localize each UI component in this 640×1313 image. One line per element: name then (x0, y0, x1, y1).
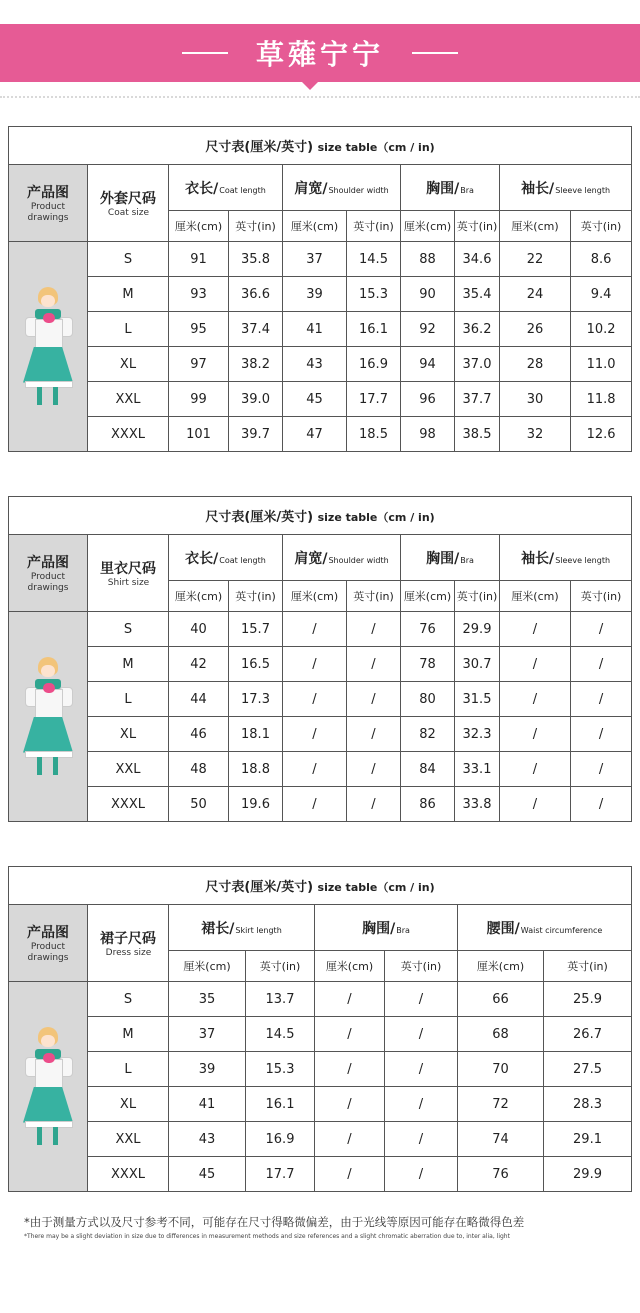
value-cell: / (347, 682, 401, 717)
value-cell: / (571, 752, 632, 787)
value-cell: 26.7 (544, 1017, 632, 1052)
value-cell: 30.7 (455, 647, 500, 682)
unit-in: 英寸(in) (385, 951, 458, 982)
value-cell: 29.9 (544, 1157, 632, 1192)
value-cell: / (283, 612, 347, 647)
value-cell: 43 (169, 1122, 246, 1157)
banner-left-line (182, 52, 228, 54)
value-cell: 88 (401, 242, 455, 277)
dotted-divider (0, 96, 640, 98)
value-cell: 29.9 (455, 612, 500, 647)
unit-cm: 厘米(cm) (169, 951, 246, 982)
value-cell: 17.3 (229, 682, 283, 717)
value-cell: 14.5 (246, 1017, 315, 1052)
header-shoulder-width: 肩宽/Shoulder width (283, 165, 401, 211)
product-drawing-header: 产品图 Product drawings (9, 905, 88, 982)
size-cell: XL (88, 1087, 169, 1122)
costume-illustration (21, 1027, 75, 1147)
value-cell: 36.6 (229, 277, 283, 312)
size-cell: XXXL (88, 417, 169, 452)
page-title: 草薙宁宁 (255, 38, 384, 71)
value-cell: 30 (500, 382, 571, 417)
value-cell: / (283, 647, 347, 682)
value-cell: / (500, 612, 571, 647)
unit-cm: 厘米(cm) (500, 211, 571, 242)
value-cell: / (315, 1052, 385, 1087)
value-cell: / (283, 717, 347, 752)
value-cell: 16.9 (246, 1122, 315, 1157)
unit-cm: 厘米(cm) (169, 581, 229, 612)
value-cell: / (315, 1087, 385, 1122)
value-cell: / (315, 1122, 385, 1157)
header-shoulder-width: 肩宽/Shoulder width (283, 535, 401, 581)
table-row (9, 382, 632, 417)
value-cell: 90 (401, 277, 455, 312)
value-cell: 15.3 (246, 1052, 315, 1087)
value-cell: 13.7 (246, 982, 315, 1017)
value-cell: 41 (283, 312, 347, 347)
value-cell: 33.8 (455, 787, 500, 822)
unit-cm: 厘米(cm) (315, 951, 385, 982)
value-cell: / (347, 752, 401, 787)
value-cell: 76 (458, 1157, 544, 1192)
costume-illustration (21, 287, 75, 407)
unit-cm: 厘米(cm) (169, 211, 229, 242)
value-cell: / (385, 1017, 458, 1052)
costume-illustration (21, 657, 75, 777)
header-waist: 腰围/Waist circumference (458, 905, 632, 951)
value-cell: 14.5 (347, 242, 401, 277)
value-cell: / (385, 1087, 458, 1122)
product-drawing-header: 产品图 Product drawings (9, 535, 88, 612)
value-cell: / (500, 717, 571, 752)
coat-size-table (8, 126, 632, 452)
unit-cm: 厘米(cm) (283, 581, 347, 612)
table-title: 尺寸表(厘米/英寸) size table（cm / in) (9, 867, 632, 905)
value-cell: 50 (169, 787, 229, 822)
value-cell: 45 (169, 1157, 246, 1192)
value-cell: / (571, 647, 632, 682)
value-cell: 17.7 (246, 1157, 315, 1192)
value-cell: 76 (401, 612, 455, 647)
size-cell: M (88, 1017, 169, 1052)
value-cell: 27.5 (544, 1052, 632, 1087)
value-cell: 78 (401, 647, 455, 682)
table-row (9, 1157, 632, 1192)
table-row (9, 1087, 632, 1122)
value-cell: 82 (401, 717, 455, 752)
value-cell: 39.0 (229, 382, 283, 417)
size-cell: L (88, 1052, 169, 1087)
size-cell: XXL (88, 752, 169, 787)
product-drawing-header: 产品图 Product drawings (9, 165, 88, 242)
value-cell: 39 (169, 1052, 246, 1087)
value-cell: 32.3 (455, 717, 500, 752)
value-cell: 47 (283, 417, 347, 452)
value-cell: / (347, 647, 401, 682)
value-cell: 84 (401, 752, 455, 787)
value-cell: 99 (169, 382, 229, 417)
header-skirt-length: 裙长/Skirt length (169, 905, 315, 951)
value-cell: / (500, 682, 571, 717)
value-cell: 35 (169, 982, 246, 1017)
value-cell: / (571, 612, 632, 647)
table-row (9, 1122, 632, 1157)
size-cell: L (88, 682, 169, 717)
value-cell: / (385, 1157, 458, 1192)
value-cell: / (283, 682, 347, 717)
unit-in: 英寸(in) (455, 581, 500, 612)
value-cell: 72 (458, 1087, 544, 1122)
value-cell: 18.1 (229, 717, 283, 752)
value-cell: 94 (401, 347, 455, 382)
table-title: 尺寸表(厘米/英寸) size table（cm / in) (9, 127, 632, 165)
value-cell: 35.8 (229, 242, 283, 277)
value-cell: 31.5 (455, 682, 500, 717)
unit-in: 英寸(in) (347, 211, 401, 242)
table-row (9, 752, 632, 787)
unit-in: 英寸(in) (229, 581, 283, 612)
value-cell: 39 (283, 277, 347, 312)
value-cell: 11.0 (571, 347, 632, 382)
table-row (9, 312, 632, 347)
table-row (9, 277, 632, 312)
unit-in: 英寸(in) (544, 951, 632, 982)
value-cell: / (347, 787, 401, 822)
value-cell: 22 (500, 242, 571, 277)
value-cell: 25.9 (544, 982, 632, 1017)
value-cell: / (571, 682, 632, 717)
header-sleeve-length: 袖长/Sleeve length (500, 535, 632, 581)
unit-in: 英寸(in) (246, 951, 315, 982)
value-cell: 15.7 (229, 612, 283, 647)
size-cell: S (88, 982, 169, 1017)
size-label-header: 外套尺码 Coat size (88, 165, 169, 242)
unit-cm: 厘米(cm) (401, 211, 455, 242)
unit-in: 英寸(in) (229, 211, 283, 242)
value-cell: 17.7 (347, 382, 401, 417)
table-row (9, 242, 632, 277)
size-cell: XXL (88, 382, 169, 417)
table-row (9, 347, 632, 382)
value-cell: / (500, 752, 571, 787)
value-cell: 37 (283, 242, 347, 277)
value-cell: 19.6 (229, 787, 283, 822)
size-cell: XXXL (88, 1157, 169, 1192)
table-row (9, 1052, 632, 1087)
value-cell: 39.7 (229, 417, 283, 452)
value-cell: 36.2 (455, 312, 500, 347)
value-cell: 26 (500, 312, 571, 347)
header-coat-length: 衣长/Coat length (169, 535, 283, 581)
table-body (9, 982, 632, 1192)
value-cell: / (283, 787, 347, 822)
table-row (9, 982, 632, 1017)
value-cell: / (385, 1052, 458, 1087)
value-cell: 34.6 (455, 242, 500, 277)
dress-size-table (8, 866, 632, 1192)
value-cell: 35.4 (455, 277, 500, 312)
value-cell: 98 (401, 417, 455, 452)
value-cell: 38.2 (229, 347, 283, 382)
product-image (9, 982, 88, 1192)
table-body (9, 612, 632, 822)
value-cell: 37.4 (229, 312, 283, 347)
size-cell: M (88, 647, 169, 682)
value-cell: 95 (169, 312, 229, 347)
table-body (9, 242, 632, 452)
size-label-header: 里衣尺码 Shirt size (88, 535, 169, 612)
value-cell: 16.1 (246, 1087, 315, 1122)
unit-in: 英寸(in) (347, 581, 401, 612)
value-cell: 97 (169, 347, 229, 382)
value-cell: 66 (458, 982, 544, 1017)
value-cell: / (385, 1122, 458, 1157)
unit-in: 英寸(in) (455, 211, 500, 242)
value-cell: 46 (169, 717, 229, 752)
value-cell: / (385, 982, 458, 1017)
size-cell: L (88, 312, 169, 347)
value-cell: 15.3 (347, 277, 401, 312)
value-cell: 41 (169, 1087, 246, 1122)
value-cell: / (500, 787, 571, 822)
value-cell: 93 (169, 277, 229, 312)
footnote-en: *There may be a slight deviation in size due to differences in measurement methods and size references and a slight chromatic aberration due to, inter alia, light (24, 1233, 510, 1240)
unit-cm: 厘米(cm) (283, 211, 347, 242)
value-cell: 28.3 (544, 1087, 632, 1122)
header-bust: 胸围/Bra (401, 535, 500, 581)
unit-in: 英寸(in) (571, 211, 632, 242)
value-cell: 80 (401, 682, 455, 717)
value-cell: 32 (500, 417, 571, 452)
value-cell: 37 (169, 1017, 246, 1052)
value-cell: / (315, 1157, 385, 1192)
value-cell: 8.6 (571, 242, 632, 277)
table-row (9, 682, 632, 717)
value-cell: 33.1 (455, 752, 500, 787)
value-cell: / (315, 1017, 385, 1052)
header-bust: 胸围/Bra (315, 905, 458, 951)
size-cell: XL (88, 717, 169, 752)
table-title: 尺寸表(厘米/英寸) size table（cm / in) (9, 497, 632, 535)
value-cell: 37.7 (455, 382, 500, 417)
value-cell: 86 (401, 787, 455, 822)
unit-cm: 厘米(cm) (458, 951, 544, 982)
header-bust: 胸围/Bra (401, 165, 500, 211)
footnote-cn: *由于测量方式以及尺寸参考不同，可能存在尺寸得略微偏差，由于光线等原因可能存在略微得色差 (24, 1215, 525, 1229)
value-cell: 43 (283, 347, 347, 382)
value-cell: 16.1 (347, 312, 401, 347)
value-cell: 38.5 (455, 417, 500, 452)
value-cell: 101 (169, 417, 229, 452)
value-cell: 42 (169, 647, 229, 682)
value-cell: 12.6 (571, 417, 632, 452)
value-cell: 18.5 (347, 417, 401, 452)
value-cell: 16.9 (347, 347, 401, 382)
value-cell: 11.8 (571, 382, 632, 417)
value-cell: / (347, 717, 401, 752)
value-cell: 44 (169, 682, 229, 717)
table-row (9, 417, 632, 452)
value-cell: 48 (169, 752, 229, 787)
value-cell: 29.1 (544, 1122, 632, 1157)
value-cell: 10.2 (571, 312, 632, 347)
value-cell: 24 (500, 277, 571, 312)
table-row (9, 717, 632, 752)
value-cell: 91 (169, 242, 229, 277)
banner-right-line (412, 52, 458, 54)
size-label-header: 裙子尺码 Dress size (88, 905, 169, 982)
value-cell: / (571, 787, 632, 822)
table-row (9, 612, 632, 647)
size-cell: S (88, 612, 169, 647)
value-cell: 37.0 (455, 347, 500, 382)
value-cell: 68 (458, 1017, 544, 1052)
value-cell: 96 (401, 382, 455, 417)
table-row (9, 1017, 632, 1052)
value-cell: / (283, 752, 347, 787)
value-cell: 45 (283, 382, 347, 417)
size-cell: XL (88, 347, 169, 382)
table-row (9, 787, 632, 822)
value-cell: 40 (169, 612, 229, 647)
value-cell: 74 (458, 1122, 544, 1157)
table-row (9, 647, 632, 682)
product-image (9, 612, 88, 822)
value-cell: 16.5 (229, 647, 283, 682)
shirt-size-table (8, 496, 632, 822)
value-cell: 70 (458, 1052, 544, 1087)
size-cell: XXL (88, 1122, 169, 1157)
value-cell: / (347, 612, 401, 647)
value-cell: 28 (500, 347, 571, 382)
value-cell: / (571, 717, 632, 752)
product-image (9, 242, 88, 452)
header-sleeve-length: 袖长/Sleeve length (500, 165, 632, 211)
banner-title-row (0, 24, 640, 82)
value-cell: / (315, 982, 385, 1017)
size-cell: M (88, 277, 169, 312)
value-cell: 9.4 (571, 277, 632, 312)
size-cell: XXXL (88, 787, 169, 822)
header-banner (0, 0, 640, 86)
header-coat-length: 衣长/Coat length (169, 165, 283, 211)
unit-cm: 厘米(cm) (401, 581, 455, 612)
value-cell: / (500, 647, 571, 682)
value-cell: 18.8 (229, 752, 283, 787)
unit-in: 英寸(in) (571, 581, 632, 612)
unit-cm: 厘米(cm) (500, 581, 571, 612)
size-cell: S (88, 242, 169, 277)
value-cell: 92 (401, 312, 455, 347)
